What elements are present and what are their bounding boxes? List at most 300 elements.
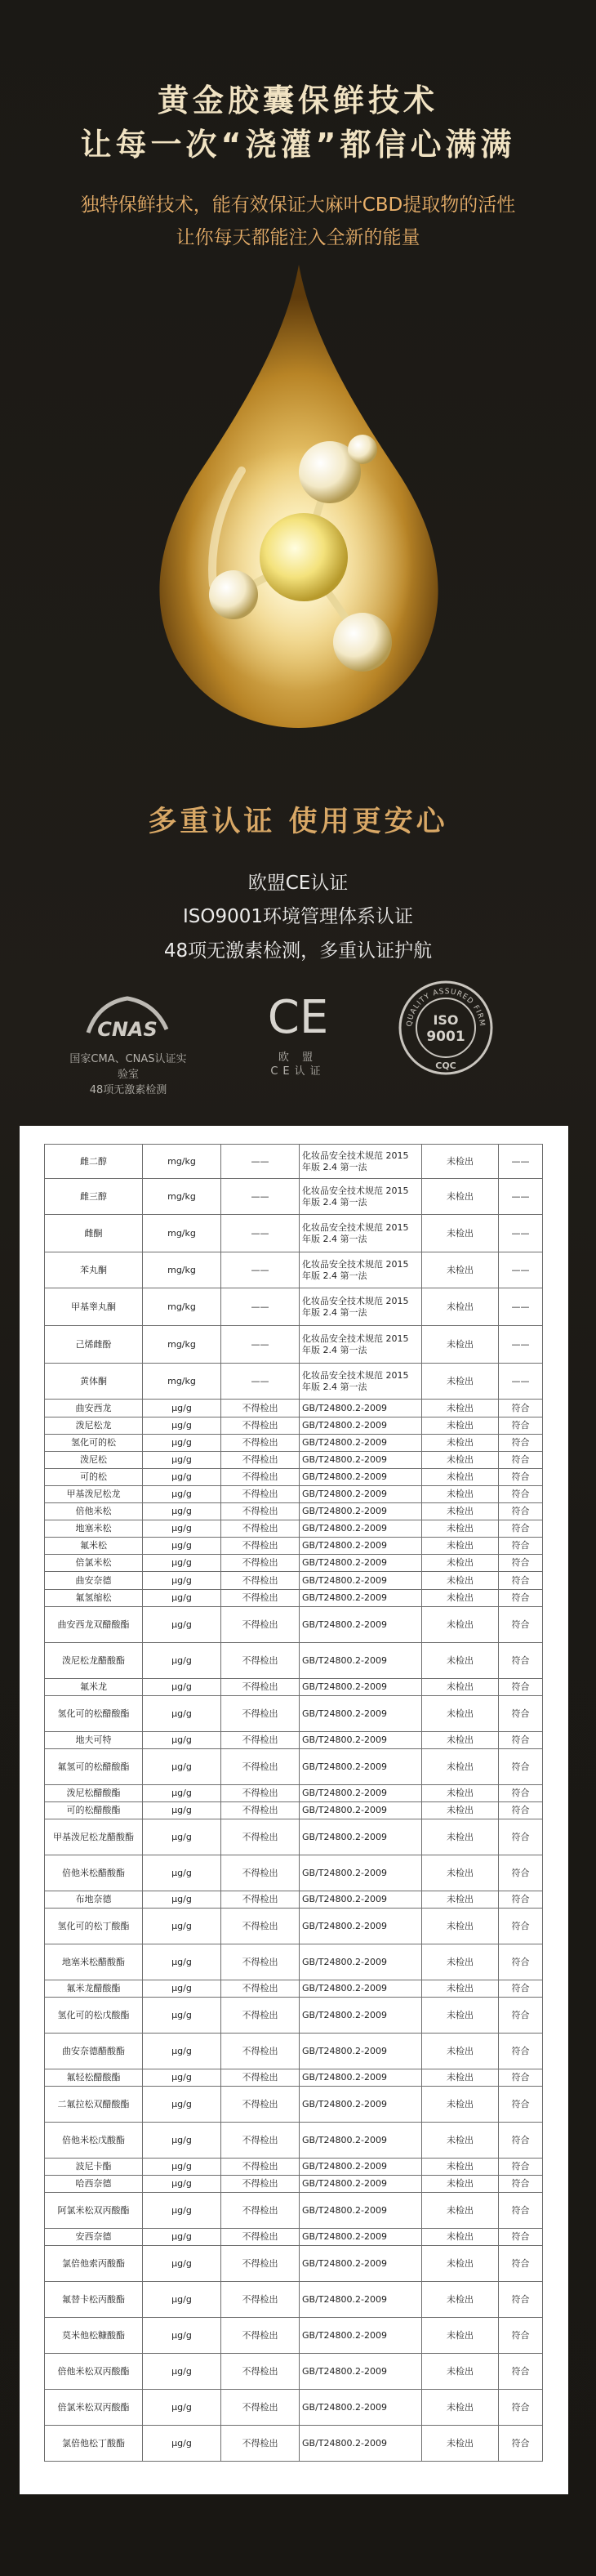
cell-result: 未检出 [422,1538,499,1555]
cell-unit: μg/g [143,1732,221,1749]
hero-title-line1: 黄金胶囊保鲜技术 [157,83,438,118]
cell-limit: 不得检出 [221,2123,300,2159]
cell-item-name: 氟米松 [45,1538,143,1555]
hero-subtitle-line2: 让你每天都能注入全新的能量 [176,227,420,248]
table-row [45,1288,543,1326]
cell-verdict: 符合 [499,1749,543,1785]
cell-method: GB/T24800.2-2009 [300,2087,422,2123]
cell-unit: μg/g [143,1679,221,1696]
cell-result: 未检出 [422,1819,499,1855]
cell-item-name: 甲基睾丸酮 [45,1288,143,1326]
cell-result: 未检出 [422,1998,499,2034]
cell-limit: 不得检出 [221,1503,300,1520]
table-row [45,1326,543,1364]
cell-unit: μg/g [143,2318,221,2354]
cell-result: 未检出 [422,1785,499,1802]
cell-unit: μg/g [143,1503,221,1520]
cell-unit: μg/g [143,2229,221,2246]
cell-item-name: 氟米龙 [45,1679,143,1696]
cell-item-name: 氢化可的松 [45,1435,143,1452]
cell-limit: 不得检出 [221,2390,300,2426]
cell-unit: μg/g [143,1855,221,1891]
cell-method: GB/T24800.2-2009 [300,2318,422,2354]
cell-method: GB/T24800.2-2009 [300,2123,422,2159]
cell-result: 未检出 [422,1400,499,1417]
table-row [45,1572,543,1590]
cell-unit: μg/g [143,1607,221,1643]
cell-verdict: 符合 [499,1590,543,1607]
cell-result: 未检出 [422,2282,499,2318]
cell-limit: 不得检出 [221,2087,300,2123]
cell-unit: μg/g [143,1486,221,1503]
cell-limit: 不得检出 [221,2193,300,2229]
cell-result: 未检出 [422,1607,499,1643]
table-row [45,2318,543,2354]
cell-verdict: 符合 [499,1538,543,1555]
cell-result: 未检出 [422,1364,499,1400]
cell-limit: 不得检出 [221,2282,300,2318]
cell-method: GB/T24800.2-2009 [300,1452,422,1469]
cell-result: 未检出 [422,1855,499,1891]
cell-limit: 不得检出 [221,1732,300,1749]
cell-verdict: 符合 [499,1855,543,1891]
cell-unit: μg/g [143,1538,221,1555]
cell-unit: mg/kg [143,1145,221,1179]
cell-unit: μg/g [143,2282,221,2318]
cell-unit: μg/g [143,2246,221,2282]
table-row [45,1215,543,1252]
cell-limit: 不得检出 [221,2229,300,2246]
cell-method: GB/T24800.2-2009 [300,1891,422,1909]
cell-result: 未检出 [422,2246,499,2282]
cell-verdict: 符合 [499,1643,543,1679]
cell-verdict: 符合 [499,1452,543,1469]
cell-limit: —— [221,1179,300,1215]
cell-verdict: 符合 [499,1469,543,1486]
cell-result: 未检出 [422,2426,499,2462]
cell-limit: 不得检出 [221,1435,300,1452]
cell-method: GB/T24800.2-2009 [300,2282,422,2318]
cell-result: 未检出 [422,2159,499,2176]
cell-result: 未检出 [422,2034,499,2069]
table-row [45,2123,543,2159]
cell-method: GB/T24800.2-2009 [300,1538,422,1555]
cell-verdict: 符合 [499,1980,543,1998]
cell-method: GB/T24800.2-2009 [300,2390,422,2426]
table-row [45,1732,543,1749]
table-row [45,1555,543,1572]
cell-unit: μg/g [143,2087,221,2123]
cell-item-name: 曲安西龙双醋酸酯 [45,1607,143,1643]
cell-verdict: 符合 [499,1998,543,2034]
cell-verdict: 符合 [499,2426,543,2462]
cell-verdict: —— [499,1326,543,1364]
cell-method: 化妆品安全技术规范 2015 年版 2.4 第一法 [300,1252,422,1288]
cell-verdict: —— [499,1179,543,1215]
cell-method: 化妆品安全技术规范 2015 年版 2.4 第一法 [300,1215,422,1252]
cell-result: 未检出 [422,1435,499,1452]
test-report-document [20,1126,568,2494]
cell-method: GB/T24800.2-2009 [300,2069,422,2087]
cell-result: 未检出 [422,2193,499,2229]
cell-unit: μg/g [143,1520,221,1538]
cell-unit: μg/g [143,1944,221,1980]
table-row [45,1417,543,1435]
cell-method: GB/T24800.2-2009 [300,1520,422,1538]
cell-unit: μg/g [143,1749,221,1785]
cell-unit: μg/g [143,1785,221,1802]
cell-method: GB/T24800.2-2009 [300,1944,422,1980]
cell-verdict: 符合 [499,1785,543,1802]
cell-limit: 不得检出 [221,2426,300,2462]
table-row [45,1643,543,1679]
cell-item-name: 哈西奈德 [45,2176,143,2193]
cell-limit: 不得检出 [221,1785,300,1802]
table-row [45,1400,543,1417]
cell-item-name: 曲安奈德 [45,1572,143,1590]
cell-unit: μg/g [143,1998,221,2034]
cell-limit: 不得检出 [221,1469,300,1486]
cell-limit: —— [221,1288,300,1326]
cell-limit: 不得检出 [221,1980,300,1998]
cell-unit: μg/g [143,2390,221,2426]
cell-verdict: 符合 [499,1909,543,1944]
ce-certification-text: 欧盟CE认证 [247,873,349,894]
cell-method: GB/T24800.2-2009 [300,2354,422,2390]
cell-result: 未检出 [422,1944,499,1980]
cell-result: 未检出 [422,1749,499,1785]
cell-verdict: 符合 [499,1417,543,1435]
cell-verdict: 符合 [499,2390,543,2426]
cell-verdict: 符合 [499,2123,543,2159]
table-row [45,1855,543,1891]
cell-item-name: 倍他米松 [45,1503,143,1520]
cell-result: 未检出 [422,1288,499,1326]
cell-limit: 不得检出 [221,1944,300,1980]
cell-unit: mg/kg [143,1364,221,1400]
ce-caption [263,1051,333,1078]
cell-item-name: 黄体酮 [45,1364,143,1400]
table-row [45,1452,543,1469]
cell-verdict: 符合 [499,1819,543,1855]
cell-method: 化妆品安全技术规范 2015 年版 2.4 第一法 [300,1145,422,1179]
cell-method: GB/T24800.2-2009 [300,1980,422,1998]
table-row [45,2246,543,2282]
cell-item-name: 氯倍他松丁酸酯 [45,2426,143,2462]
cell-item-name: 雌三醇 [45,1179,143,1215]
cell-result: 未检出 [422,2229,499,2246]
cell-method: GB/T24800.2-2009 [300,1998,422,2034]
cell-item-name: 氢化可的松戊酸酯 [45,1998,143,2034]
cell-method: GB/T24800.2-2009 [300,1417,422,1435]
cell-limit: 不得检出 [221,2159,300,2176]
cell-result: 未检出 [422,1179,499,1215]
cell-item-name: 倍氯米松双丙酸酯 [45,2390,143,2426]
cell-unit: μg/g [143,2069,221,2087]
cell-verdict: 符合 [499,1486,543,1503]
table-row [45,1679,543,1696]
cell-verdict: 符合 [499,1503,543,1520]
cell-limit: 不得检出 [221,1486,300,1503]
cell-method: GB/T24800.2-2009 [300,2034,422,2069]
cell-method: GB/T24800.2-2009 [300,1696,422,1732]
hero-title-line2: 让每一次“浇灌”都信心满满 [80,127,516,163]
cell-item-name: 泼尼松 [45,1452,143,1469]
cell-item-name: 可的松醋酸酯 [45,1802,143,1819]
cell-item-name: 泼尼松龙 [45,1417,143,1435]
hormone-test-text: 48项无激素检测，多重认证护航 [163,940,433,962]
hero-section [0,0,596,784]
cell-verdict: 符合 [499,1944,543,1980]
cell-method: GB/T24800.2-2009 [300,1503,422,1520]
cell-result: 未检出 [422,2318,499,2354]
cell-method: GB/T24800.2-2009 [300,2229,422,2246]
cell-result: 未检出 [422,2069,499,2087]
cell-verdict: 符合 [499,2282,543,2318]
cell-item-name: 己烯雌酚 [45,1326,143,1364]
iso-certification-text: ISO9001环境管理体系认证 [182,906,414,927]
cell-verdict: 符合 [499,1555,543,1572]
cell-item-name: 氢化可的松醋酸酯 [45,1696,143,1732]
table-row [45,1590,543,1607]
cell-unit: μg/g [143,1980,221,1998]
table-row [45,1469,543,1486]
cell-result: 未检出 [422,1696,499,1732]
cell-item-name: 地塞米松 [45,1520,143,1538]
cell-result: 未检出 [422,1555,499,1572]
table-row [45,1802,543,1819]
cell-result: 未检出 [422,1520,499,1538]
cell-unit: μg/g [143,2159,221,2176]
cell-verdict: 符合 [499,2034,543,2069]
cell-unit: μg/g [143,2354,221,2390]
cell-item-name: 氟替卡松丙酸酯 [45,2282,143,2318]
cell-result: 未检出 [422,1643,499,1679]
cell-unit: μg/g [143,1555,221,1572]
table-row [45,2354,543,2390]
cell-limit: 不得检出 [221,1819,300,1855]
table-row [45,2069,543,2087]
cell-verdict: —— [499,1252,543,1288]
cell-method: 化妆品安全技术规范 2015 年版 2.4 第一法 [300,1364,422,1400]
cell-limit: 不得检出 [221,1643,300,1679]
cell-unit: μg/g [143,1435,221,1452]
golden-oil-drop-image [144,258,454,732]
cell-unit: μg/g [143,1590,221,1607]
cell-limit: 不得检出 [221,1607,300,1643]
cell-item-name: 氟氢缩松 [45,1590,143,1607]
cell-unit: mg/kg [143,1326,221,1364]
cell-item-name: 泼尼松龙醋酸酯 [45,1643,143,1679]
table-row [45,1819,543,1855]
table-row [45,1891,543,1909]
cell-unit: μg/g [143,1417,221,1435]
cell-result: 未检出 [422,1679,499,1696]
cell-result: 未检出 [422,2087,499,2123]
cell-item-name: 波尼卡酯 [45,2159,143,2176]
cell-result: 未检出 [422,1252,499,1288]
table-row [45,1364,543,1400]
cell-result: 未检出 [422,2176,499,2193]
cell-method: GB/T24800.2-2009 [300,1732,422,1749]
cell-limit: 不得检出 [221,1802,300,1819]
cell-verdict: 符合 [499,1679,543,1696]
cell-item-name: 氟氢可的松醋酸酯 [45,1749,143,1785]
table-row [45,2193,543,2229]
cell-verdict: 符合 [499,2229,543,2246]
cell-unit: μg/g [143,1696,221,1732]
table-row [45,1538,543,1555]
cell-unit: mg/kg [143,1215,221,1252]
cell-item-name: 阿氯米松双丙酸酯 [45,2193,143,2229]
iso-logo-line3: CQC [435,1060,456,1071]
cell-verdict: —— [499,1364,543,1400]
table-row [45,1435,543,1452]
cnas-caption-line2: 48项无激素检测 [89,1084,167,1096]
table-row [45,1696,543,1732]
cell-method: GB/T24800.2-2009 [300,1469,422,1486]
cell-verdict: —— [499,1145,543,1179]
cell-method: GB/T24800.2-2009 [300,1572,422,1590]
test-report-table [44,1144,543,2462]
table-row [45,1486,543,1503]
cell-limit: 不得检出 [221,2034,300,2069]
ce-logo-text: CE [267,991,329,1044]
cell-item-name: 可的松 [45,1469,143,1486]
table-row [45,2159,543,2176]
cell-item-name: 甲基泼尼松龙醋酸酯 [45,1819,143,1855]
cell-item-name: 氟米龙醋酸酯 [45,1980,143,1998]
iso-logo-line1: ISO [433,1012,459,1028]
cell-unit: μg/g [143,1802,221,1819]
cell-method: 化妆品安全技术规范 2015 年版 2.4 第一法 [300,1288,422,1326]
cell-limit: 不得检出 [221,1679,300,1696]
cell-result: 未检出 [422,1486,499,1503]
table-row [45,2087,543,2123]
cell-item-name: 泼尼松醋酸酯 [45,1785,143,1802]
cell-result: 未检出 [422,1145,499,1179]
cell-verdict: 符合 [499,2318,543,2354]
cell-limit: —— [221,1252,300,1288]
cell-limit: 不得检出 [221,2246,300,2282]
table-row [45,1520,543,1538]
table-row [45,1503,543,1520]
cell-verdict: 符合 [499,2069,543,2087]
ce-caption-line1: 欧 盟 [278,1051,318,1064]
cell-result: 未检出 [422,1572,499,1590]
cell-result: 未检出 [422,1417,499,1435]
table-row [45,2390,543,2426]
cell-method: GB/T24800.2-2009 [300,1802,422,1819]
cell-unit: μg/g [143,1452,221,1469]
cell-item-name: 氢化可的松丁酸酯 [45,1909,143,1944]
cell-limit: 不得检出 [221,2318,300,2354]
cell-result: 未检出 [422,1590,499,1607]
cell-method: GB/T24800.2-2009 [300,1607,422,1643]
cell-item-name: 安西奈德 [45,2229,143,2246]
table-row [45,1145,543,1179]
cell-limit: —— [221,1215,300,1252]
cell-method: GB/T24800.2-2009 [300,1749,422,1785]
cell-limit: 不得检出 [221,1538,300,1555]
table-row [45,2426,543,2462]
cell-verdict: —— [499,1215,543,1252]
cell-method: GB/T24800.2-2009 [300,2159,422,2176]
table-row [45,2229,543,2246]
cell-verdict: 符合 [499,1572,543,1590]
cell-limit: —— [221,1326,300,1364]
cell-unit: μg/g [143,1572,221,1590]
iso9001-logo [397,977,495,1077]
cell-limit: 不得检出 [221,2354,300,2390]
cell-item-name: 苯丸酮 [45,1252,143,1288]
cell-item-name: 布地奈德 [45,1891,143,1909]
cell-limit: —— [221,1145,300,1179]
cell-method: GB/T24800.2-2009 [300,1555,422,1572]
cell-item-name: 倍他米松醋酸酯 [45,1855,143,1891]
table-row [45,1998,543,2034]
table-row [45,1909,543,1944]
cell-result: 未检出 [422,2390,499,2426]
cell-limit: 不得检出 [221,1452,300,1469]
cell-method: GB/T24800.2-2009 [300,2176,422,2193]
cell-method: GB/T24800.2-2009 [300,2426,422,2462]
iso-ring-text: QUALITY ASSURED FIRM [405,987,487,1028]
cell-result: 未检出 [422,1909,499,1944]
cell-unit: μg/g [143,1643,221,1679]
ce-caption-line2: CE认证 [270,1065,326,1078]
cell-item-name: 曲安奈德醋酸酯 [45,2034,143,2069]
table-row [45,2176,543,2193]
cell-unit: μg/g [143,1891,221,1909]
cell-item-name: 氯倍他索丙酸酯 [45,2246,143,2282]
cell-method: GB/T24800.2-2009 [300,1590,422,1607]
table-row [45,1749,543,1785]
cell-result: 未检出 [422,1732,499,1749]
cell-unit: mg/kg [143,1179,221,1215]
cell-verdict: 符合 [499,2193,543,2229]
cell-unit: μg/g [143,2034,221,2069]
iso-logo-line2: 9001 [426,1029,465,1045]
cell-limit: 不得检出 [221,1696,300,1732]
cell-limit: 不得检出 [221,1417,300,1435]
cell-unit: μg/g [143,2123,221,2159]
cell-result: 未检出 [422,1503,499,1520]
cell-result: 未检出 [422,1980,499,1998]
cell-method: GB/T24800.2-2009 [300,2193,422,2229]
cell-verdict: 符合 [499,2159,543,2176]
cnas-logo-text: CNAS [97,1018,158,1041]
cell-unit: μg/g [143,1469,221,1486]
cell-result: 未检出 [422,1891,499,1909]
cell-result: 未检出 [422,1326,499,1364]
cell-item-name: 莫米他松糠酸酯 [45,2318,143,2354]
cell-method: GB/T24800.2-2009 [300,1400,422,1417]
table-row [45,2282,543,2318]
cell-limit: 不得检出 [221,1855,300,1891]
cell-result: 未检出 [422,1802,499,1819]
table-row [45,1785,543,1802]
cell-method: 化妆品安全技术规范 2015 年版 2.4 第一法 [300,1326,422,1364]
cell-verdict: 符合 [499,1891,543,1909]
cell-item-name: 氟轻松醋酸酯 [45,2069,143,2087]
table-row [45,2034,543,2069]
cell-verdict: 符合 [499,1607,543,1643]
table-row [45,1980,543,1998]
cell-limit: 不得检出 [221,1891,300,1909]
table-row [45,1179,543,1215]
cell-limit: 不得检出 [221,1590,300,1607]
